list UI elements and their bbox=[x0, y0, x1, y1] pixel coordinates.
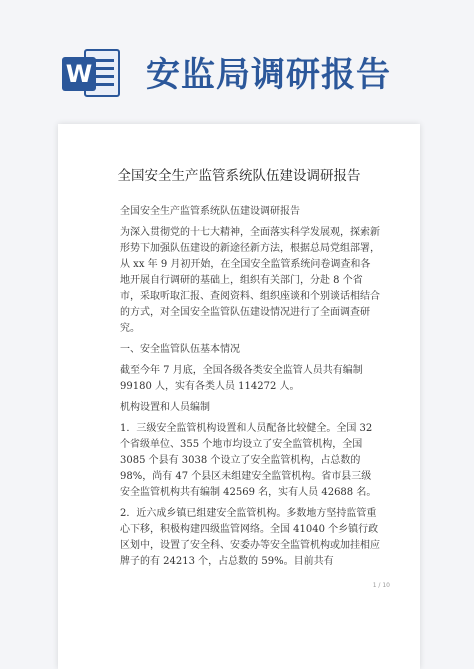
document-page bbox=[58, 124, 420, 669]
word-document-icon bbox=[62, 45, 122, 101]
subsection-heading: 机构设置和人员编制 bbox=[120, 402, 210, 413]
paragraph: 为深入贯彻党的十七大精神，全面落实科学发展观，探索新形势下加强队伍建设的新途径新方法，根据总局党组部署，从 xx 年 9 月初开始，在全国安全监管系统问卷调查和各地开展自行调研的基础上，组织有关部门，分赴 8 个省市，采取听取汇报、查阅资料、组织座谈和个别谈话相结合的方式，对全国安全监管队伍建设情况进行了全面调查研究。 bbox=[120, 227, 380, 334]
paragraph: 1．三级安全监管机构设置和人员配备比较健全。全国 32 个省级单位、355 个地市均设立了安全监管机构，全国 3085 个县有 3038 个设立了安全监管机构，占总数的 98%，尚有 47 个县区未组建安全监管机构。省市县三级安全监管机构共有编制 42569 名，实有人员 42688 名。 bbox=[120, 423, 377, 498]
paragraph: 2．近六成乡镇已组建安全监管机构。多数地方坚持监管重心下移，积极构建四级监管网络。全国 41040 个乡镇行政区划中，设置了安全科、安委办等安全监管机构或加挂相应牌子的有 24213 个，占总数的 59%。目前共有 bbox=[120, 508, 380, 567]
word-icon-letter: W bbox=[62, 57, 96, 91]
document-title: 全国安全生产监管系统队伍建设调研报告 bbox=[117, 168, 361, 184]
paragraph: 全国安全生产监管系统队伍建设调研报告 bbox=[120, 206, 300, 217]
page-title: 安监局调研报告 bbox=[146, 55, 391, 95]
document-body bbox=[120, 204, 380, 575]
page-number: 1 / 10 bbox=[372, 582, 390, 589]
paragraph: 截至今年 7 月底，全国各级各类安全监管人员共有编制 99180 人，实有各类人员 114272 人。 bbox=[120, 365, 363, 392]
section-heading: 一、安全监管队伍基本情况 bbox=[120, 344, 240, 355]
header-banner bbox=[0, 0, 474, 120]
